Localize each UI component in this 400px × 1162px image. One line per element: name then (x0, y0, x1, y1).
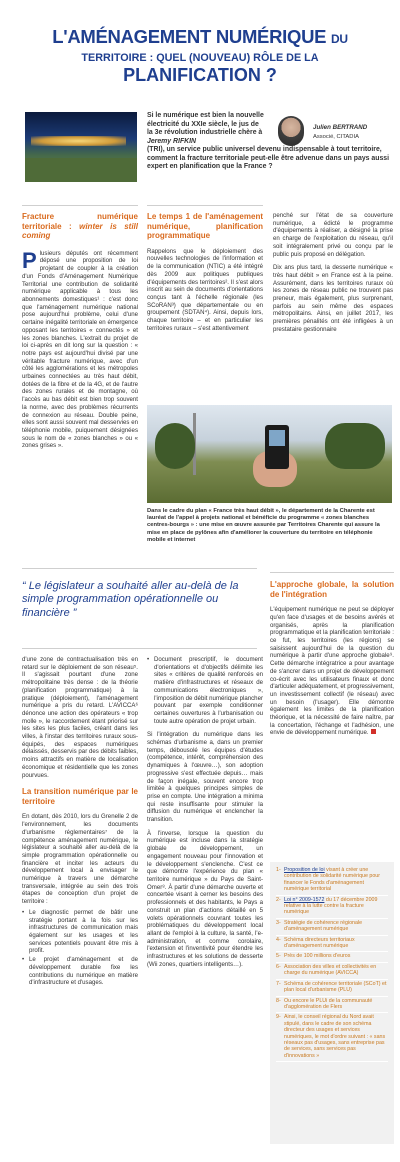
col1-title-b: winter is still coming (22, 221, 138, 241)
footnote-item (276, 980, 388, 997)
footnote-item (276, 936, 388, 953)
title-du: DU (331, 32, 348, 46)
mobile-phone-photo (147, 405, 392, 503)
footnote-item (276, 997, 388, 1014)
col2-body: Rappelons que le déploiement des nouvelles technologies de l'information et de la communication (NTIC) a été intégré dès 2009 aux politiques publiques d'équipements des territoires². Il s'est alors inscrit au sein de documents d'orientations conçus tant à l'échelle régionale (les SCoRAN³) que départementale ou en groupement (SDTAN⁴). Ainsi, depuis lors, chaque territoire – et en particulier les territoires ruraux – s'est attentivement (147, 247, 263, 332)
footnote-text: Ainsi, le conseil régional du Nord avait stipulé, dans le cadre de son schéma directeur des usages et services numériques, le mot d'ordre suivant : « sans réseaux pas d'usages, sans entreprise pas de services, sans services pas d'innovations » (284, 1014, 386, 1059)
footnote-link[interactable]: Loi n° 2009-1572 (284, 896, 325, 903)
title-line2: TERRITOIRE : QUEL (NOUVEAU) RÔLE DE LA (81, 52, 319, 64)
lower-column-2 (147, 656, 263, 968)
footnote-item (276, 896, 388, 919)
lower-column-1 (22, 656, 138, 988)
column-3 (273, 212, 393, 334)
lower-col1-paragraph-1: d'une zone de contractualisation très en retard sur le déploiement de son réseau⁵. Il s'agissait pourtant d'une zone métropolitaine très dense : de la théorie (planification programmatique) à la pratique (déploiement), l'aménagement numérique a pris du retard. L'AVICCA⁶ dénonce une action des opérateurs « trop molle », le raccordement étant priorisé sur les sites les plus faciles, créant dans les villes, à l'instar des territoires ruraux sous-équipés, des espaces numériques délaissés, desservis par des débits faibles, moins attractifs en matière de localisation économique et résidentielle que les zones pourvues. (22, 656, 138, 779)
list-item: • Le diagnostic permet de bâtir une stratégie portant à la fois sur les infrastructures de communication mais également sur les usages et les services potentiels pouvant être mis à profit. (22, 909, 138, 955)
footnotes-box (270, 862, 394, 1144)
tree-shape (155, 423, 195, 469)
footnote-item (276, 963, 388, 980)
list-item: • Document prescriptif, le document d'orientations et d'objectifs délimite les sites « critères de qualité renforcés en matière d'infrastructures et réseaux de communications électroniques », l'imposition de débit numérique plancher pouvant par exemple conditionner certaines ouvertures à l'urbanisation ou toute autre opération de projet urbain. (147, 656, 263, 725)
footnote-number: 2- (276, 896, 281, 903)
intro-tail: (TRI), un service public universel devenu indispensable à tout territoire, comment la fracture territoriale peut-elle être advenue dans un pays aussi expert en planification que la France ? (147, 146, 390, 170)
drop-cap: P (22, 247, 37, 273)
footnote-link[interactable]: Proposition de loi (284, 867, 325, 873)
lower-column-3 (270, 580, 394, 737)
footnote-text: Stratégie de cohérence régionale d'aménagement numérique (284, 919, 363, 933)
col3-paragraph-2: Dix ans plus tard, la desserte numérique « très haut débit » en France est à la peine. Assurément, dans les territoires ruraux où les zones de réseau public ne trouvent pas preneur, mais également, plus surprenant, parfois au sein même des espaces métropolitains. Ainsi, en juillet 2017, les premières pénalités ont été infligées à un prestataire gestionnaire (273, 264, 393, 333)
col1-section-title (22, 212, 138, 241)
col2-section-title: Le temps 1 de l'aménagement numérique, planification programmatique (147, 212, 263, 241)
lower-col1-paragraph-2: En dotant, dès 2010, lors du Grenelle 2 de l'environnement, les documents d'urbanisme réglementaires⁷ de la compétence aménagement numérique, le législateur a souhaité aller au-delà de la simple programmation opérationnelle ou financière et inciter les acteurs du développement local à envisager le numérique à travers une démarche transversale, intégrée au sein des trois étapes de conception d'un projet de territoire : (22, 813, 138, 906)
col3-paragraph-1: penché sur l'état de sa couverture numérique, a édicté le programme d'équipements à réaliser, a désigné la prise en charge de l'exploitation du réseau, qu'il soit intégralement privé ou conçu par le public puis proposé en délégation. (273, 212, 393, 258)
col1-title-a: Fracture numérique territoriale : (22, 212, 138, 231)
footnote-text: Près de 100 millions d'euros (284, 953, 351, 960)
footnote-number: 4- (276, 936, 281, 943)
col1-paragraph (22, 247, 138, 450)
footnote-number: 3- (276, 919, 281, 926)
col1-body: lusieurs députés ont récemment déposé une proposition de loi projetant de coupler à la création d'un Fonds d'Aménagement Numérique Territorial une contribution de solidarité numérique applicable à tous les abonnements domestiques¹ : c'est donc que l'aménagement numérique national pose aujourd'hui problème, celui d'une certaine inégalité territoriale en émergence opposant les territoires « connectés » et les zones blanches. L'extrait du projet de loi ci-après en dit long sur la question : « notre pays est aujourd'hui divisé par une véritable fracture numérique, avec d'un côté les agglomérations et les métropoles urbaines connectées au très haut débit, dotées de la fibre et de la 4G, et de l'autre des zones rurales et de montagne, où l'accès au bas débit est bien trop souvent la norme, avec des problèmes récurrents de connexion au réseau. Double peine, elles sont aussi souvent mal desservies en téléphonie mobile, puiquement désignées sous le nom de « zones blanches » ou « zones grises ». (22, 249, 138, 450)
intro-lead (147, 112, 397, 172)
footnote-number: 9- (276, 1014, 281, 1021)
footnote-item (276, 1013, 388, 1062)
title-line3: PLANIFICATION ? (123, 65, 277, 85)
photo-glow (31, 136, 126, 146)
author-role: Associé, CITADIA (313, 134, 359, 140)
lower-col3-paragraph (270, 606, 394, 737)
phone-screen (269, 430, 285, 446)
footnote-number: 1- (276, 867, 281, 873)
footnote-number: 7- (276, 980, 281, 987)
lower-col2-paragraph-2: À l'inverse, lorsque la question du numérique est incluse dans la stratégie globale de développement, un engagement nouveau pour l'innovation et le développement s'enclenche. C'est ce que démontre l'expérience du plan « territoire numérique » du Pays de Saint-Omer⁸. À partir d'une démarche ouverte et concertée visant à cerner les besoins des professionnels et des habitants, le Pays a construit un plan d'actions détaillé en 5 volets opérationnels couvrant toutes les problématiques du développement local allant de l'emploi à la culture, la santé, l'e-administration, et comme corolaire, l'extension et l'inventivité pour étendre les infrastructures et les solutions de desserte (Wii zones, quartiers intelligents…). (147, 829, 263, 968)
footnote-text: du 17 décembre 2009 relative à la lutte contre la fracture numérique (284, 896, 378, 916)
footnotes-list (276, 866, 388, 1062)
column-2 (147, 212, 263, 333)
city-lights-photo (25, 112, 137, 182)
pull-quote: “ Le législateur a souhaité aller au-delà de la simple programmation opérationnelle ou financière ” (22, 580, 239, 619)
lower-col2-bullets (147, 656, 263, 725)
lower-col2-paragraph-1: Si l'intégration du numérique dans les schémas d'urbanisme a, dans un premier temps, débousolé les équipes d'études (compétence, intérêt, compréhension des dynamiques à l'œuvre…), son adoption progressive s'est effectuée depuis… mais de façon inégale, souvent encore trop limitée à quelques principes simples de prise en compte. Une intégration a minima qui reste insuffisante pour stimuler la diffusion du numérique et enclencher la transition. (147, 731, 263, 824)
footnote-number: 5- (276, 953, 281, 960)
article-title (10, 26, 390, 86)
intro-head: Si le numérique est bien la nouvelle électricité du XXIe siècle, le jus de la 3e révolution industrielle chère à (147, 112, 264, 136)
intro-jeremy: Jeremy RIFKIN (147, 137, 197, 145)
lower-col3-section-title: L'approche globale, la solution de l'intégration (270, 580, 394, 599)
quote-rule-bottom (22, 648, 257, 649)
end-mark-icon (371, 729, 376, 734)
footnote-text: Ou encore le PLUi de la communauté d'agglomération de Flers (284, 997, 373, 1010)
col2-rule (147, 205, 263, 206)
footnote-text: Association des villes et collectivités en charge du numérique (AVICCA) (284, 963, 377, 977)
photo-land (25, 158, 137, 182)
column-1 (22, 212, 138, 450)
quote-rule-top (22, 568, 257, 569)
col1-rule (22, 205, 138, 206)
footnote-number: 8- (276, 997, 281, 1004)
title-line1: L'AMÉNAGEMENT NUMÉRIQUE (52, 26, 327, 47)
lower-col3-rule (270, 572, 394, 573)
lower-col1-bullets (22, 909, 138, 987)
footnote-number: 6- (276, 963, 281, 970)
footnote-text: Schéma directeurs territoriaux d'aménagement numérique (284, 936, 355, 950)
footnote-text: Schéma de cohérence territoriale (SCoT) et plan local d'urbanisme (PLU) (284, 980, 387, 994)
author-name: Julien BERTRAND (313, 124, 368, 131)
footnote-item (276, 952, 388, 962)
footnote-item (276, 866, 388, 896)
footnote-item (276, 919, 388, 936)
list-item: • Le projet d'aménagement et de développement durable fixe les contributions du numérique en matière d'infrastructure et d'usages. (22, 956, 138, 987)
lower-col3-body: L'équipement numérique ne peut se déployer qu'en face d'usages et de besoins avérés et organisés, après la planification programmatique et la planification territoriale : ce fut, les territoires (les régions) se saisissent aujourd'hui de la question du numérique à partir d'une approche globale⁹. Cette démarche intégratrice a pour avantage de s'ancrer dans un projet de développement co-écrit avec les utilisateurs finaux et donc d'articuler adéquatement, et progressivement, un investissement collectif (le réseau) avec un besoin (l'usager). Elle démontre également les limites de la planification théorique, et la nécessité de faire naître, par la concertation, l'échange et l'adhésion, une envie de développement numérique. (270, 606, 394, 737)
footnote-text: visant à créer une contribution de solidarité numérique pour financer le Fonds d'aménagement numérique territorial (284, 867, 380, 893)
photo-caption: Dans le cadre du plan « France très haut débit », le département de la Charente est lauréat de l'appel à projets national et bénéficie du programme « zones blanches centres-bourgs » : une mise en œuvre assurée par Territoires Charente qui assure la mise en place de pylônes afin d'améliorer la couverture du territoire en téléphonie mobile et internet (147, 508, 380, 543)
lower-col1-section-title: La transition numérique par le territoire (22, 787, 138, 806)
tree-shape (325, 423, 385, 469)
